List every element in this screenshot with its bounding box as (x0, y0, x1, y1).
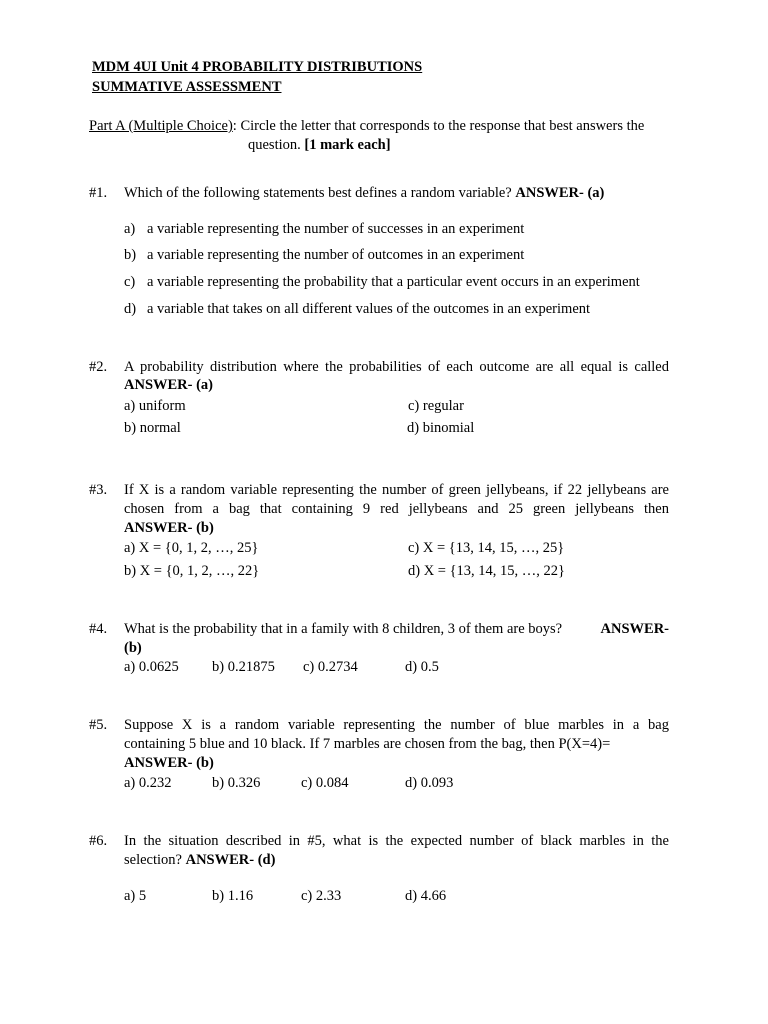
part-a-marks: [1 mark each] (304, 137, 391, 153)
option: b) 0.326 (212, 775, 261, 791)
question-text-line: Which of the following statements best defines a random variable? (124, 185, 516, 201)
option: b) 0.21875 (212, 659, 275, 675)
option-letter: b) (124, 247, 137, 263)
question-number: #1. (89, 185, 108, 201)
question-text (124, 184, 604, 202)
answer-key: ANSWER- (d) (185, 852, 276, 868)
question-number: #4. (89, 621, 108, 637)
answer-key: ANSWER- (a) (124, 377, 214, 393)
answer-key: ANSWER- (b) (124, 755, 214, 771)
option: a) X = {0, 1, 2, …, 25} (124, 540, 259, 556)
question-text-line: If X is a random variable representing the number of green jellybeans, if 22 jellybeans are (124, 482, 669, 498)
question-number: #3. (89, 482, 108, 498)
option: c) 2.33 (301, 888, 342, 904)
part-a-instructions (89, 117, 644, 135)
part-a-instruction-line2: question. (248, 137, 305, 153)
option: d) 0.5 (405, 659, 439, 675)
option-text: a variable representing the number of successes in an experiment (147, 221, 525, 237)
option: a) 0.232 (124, 775, 172, 791)
option: d) 4.66 (405, 888, 447, 904)
question-text-line: What is the probability that in a family with 8 children, 3 of them are boys? (124, 621, 563, 637)
question-text-line: A probability distribution where the probabilities of each outcome are all equal is called (124, 359, 669, 375)
option: c) X = {13, 14, 15, …, 25} (408, 540, 565, 556)
question-text-line: containing 5 blue and 10 black. If 7 marbles are chosen from the bag, then P(X=4)= (124, 736, 611, 752)
option: b) X = {0, 1, 2, …, 22} (124, 563, 260, 579)
question-text-line: selection? (124, 852, 186, 868)
option-letter: d) (124, 301, 137, 317)
question-text-line: In the situation described in #5, what is the expected number of black marbles in the (124, 833, 669, 849)
part-a-label: Part A (Multiple Choice) (89, 118, 233, 134)
answer-key-continued: (b) (124, 640, 142, 656)
question-text (124, 851, 275, 869)
part-a-colon: : (232, 118, 237, 134)
option-text: a variable representing the number of outcomes in an experiment (147, 247, 525, 263)
option: a) 5 (124, 888, 147, 904)
option: c) regular (408, 398, 464, 414)
document-title-line2: SUMMATIVE ASSESSMENT (92, 79, 282, 95)
option: d) 0.093 (405, 775, 454, 791)
option-letter: a) (124, 221, 136, 237)
option: b) normal (124, 420, 181, 436)
option: a) 0.0625 (124, 659, 179, 675)
part-a-instruction-line2-row (248, 136, 391, 154)
question-number: #5. (89, 717, 108, 733)
option-text: a variable that takes on all different values of the outcomes in an experiment (147, 301, 591, 317)
part-a-instruction-line1: Circle the letter that corresponds to the response that best answers the (240, 118, 645, 134)
option-letter: c) (124, 274, 136, 290)
answer-key: ANSWER- (a) (515, 185, 605, 201)
option: a) uniform (124, 398, 186, 414)
option-text: a variable representing the probability that a particular event occurs in an experiment (147, 274, 640, 290)
question-number: #6. (89, 833, 108, 849)
question-number: #2. (89, 359, 108, 375)
question-text-line: Suppose X is a random variable representing the number of blue marbles in a bag (124, 717, 669, 733)
option: d) binomial (407, 420, 475, 436)
option: c) 0.2734 (303, 659, 358, 675)
question-text (124, 620, 669, 638)
answer-key: ANSWER- (b) (124, 520, 214, 536)
document-title-line1: MDM 4UI Unit 4 PROBABILITY DISTRIBUTIONS (92, 59, 423, 75)
option: b) 1.16 (212, 888, 254, 904)
option: c) 0.084 (301, 775, 349, 791)
answer-key: ANSWER- (600, 621, 669, 637)
question-text-line: chosen from a bag that containing 9 red jellybeans and 25 green jellybeans then (124, 501, 669, 517)
option: d) X = {13, 14, 15, …, 22} (408, 563, 566, 579)
